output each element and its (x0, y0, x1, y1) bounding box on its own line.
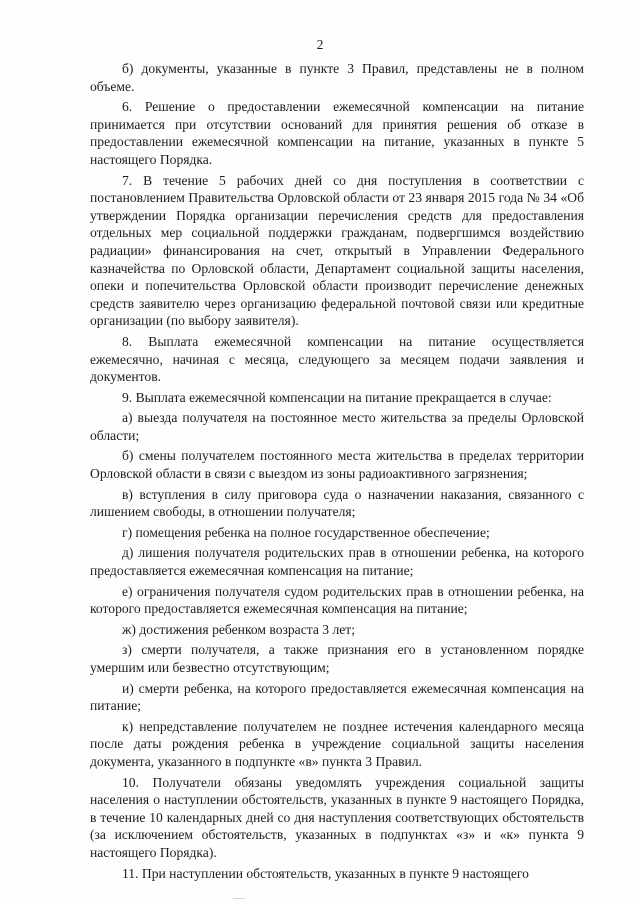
paragraph-7: 7. В течение 5 рабочих дней со дня поступления в соответствии с постановлением Правительства Орловской области от 23 января 2015 года № 34 «Об утверждении Порядка организации перечисления средств для предоставления отдельных мер социальной поддержки гражданам, подвергшимся воздействию радиации» финансирования на счет, открытый в Управлении Федерального казначейства по Орловской области, Департамент социальной защиты населения, опеки и попечительства Орловской области производит перечисление денежных средств заявителю через организацию федеральной почтовой связи или кредитные организации (по выбору заявителя). (90, 172, 584, 329)
paragraph-8: 8. Выплата ежемесячной компенсации на питание осуществляется ежемесячно, начиная с месяца, следующего за месяцем подачи заявления и документов. (90, 333, 584, 385)
paragraph-6: 6. Решение о предоставлении ежемесячной компенсации на питание принимается при отсутствии оснований для принятия решения об отказе в предоставлении ежемесячной компенсации на питание, указанных в пункте 5 настоящего Порядка. (90, 99, 584, 167)
paragraph-9a: а) выезда получателя на постоянное место жительства за пределы Орловской области; (90, 410, 584, 443)
paragraph-9k: к) непредставление получателем не позднее истечения календарного месяца после даты рождения ребенка в учреждение социальной защиты населения документа, указанного в подпункте «в» пункта 3 Правил. (90, 718, 584, 769)
scan-mark (233, 898, 245, 899)
paragraph-9i: и) смерти ребенка, на которого предоставляется ежемесячная компенсация на питание; (90, 680, 584, 714)
paragraph-10: 10. Получатели обязаны уведомлять учреждения социальной защиты населения о наступлении обстоятельств, указанных в пункте 9 настоящего Порядка, в течение 10 календарных дней со дня наступления соответствующих обстоятельств (за исключением обстоятельств, указанных в подпунктах «з» и «к» пункта 9 настоящего Порядка). (90, 774, 584, 860)
paragraph-9d: д) лишения получателя родительских прав в отношении ребенка, на которого предоставляется ежемесячная компенсация на питание; (90, 545, 584, 579)
paragraph-9g: г) помещения ребенка на полное государственное обеспечение; (122, 524, 490, 540)
paragraph-9z: з) смерти получателя, а также признания его в установленном порядке умершим или безвестно отсутствующим; (90, 642, 584, 675)
document-body (90, 60, 584, 885)
page-number: 2 (316, 37, 324, 52)
paragraph-5b: б) документы, указанные в пункте 3 Правил, представлены не в полном объеме. (90, 61, 584, 94)
paragraph-9b: б) смены получателем постоянного места жительства в пределах территории Орловской области в связи с выездом из зоны радиоактивного загрязнения; (90, 448, 584, 482)
paragraph-9v: в) вступления в силу приговора суда о назначении наказания, связанного с лишением свободы, в отношении получателя; (90, 486, 584, 520)
paragraph-11: 11. При наступлении обстоятельств, указанных в пункте 9 настоящего (122, 865, 529, 881)
paragraph-9: 9. Выплата ежемесячной компенсации на питание прекращается в случае: (122, 389, 552, 405)
paragraph-9e: е) ограничения получателя судом родительских прав в отношении ребенка, на которого предоставляется ежемесячная компенсация на питание; (90, 583, 584, 617)
paragraph-9zh: ж) достижения ребенком возраста 3 лет; (122, 621, 356, 637)
